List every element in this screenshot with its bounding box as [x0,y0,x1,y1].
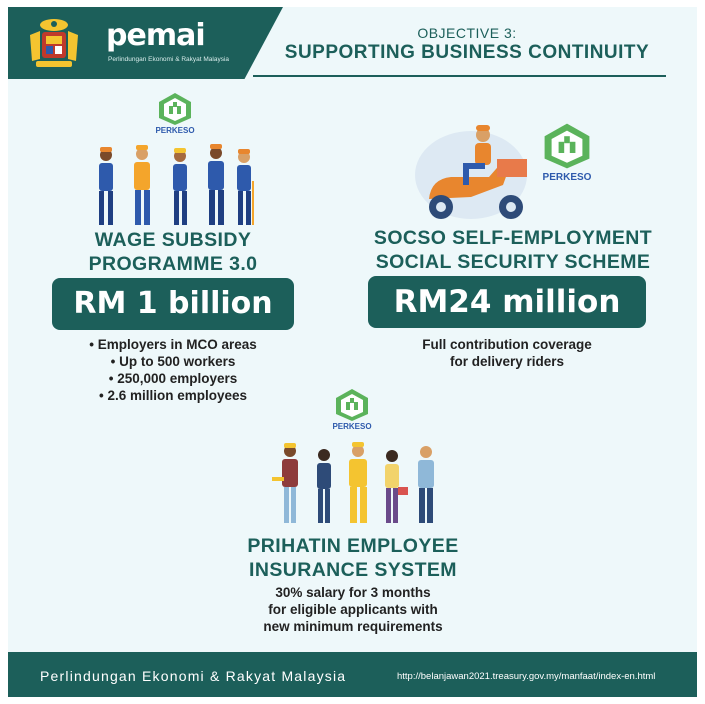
worker-icon [99,147,113,225]
prihatin-desc-line3: new minimum requirements [263,619,443,634]
wage-subsidy-title-line1: WAGE SUBSIDY [94,229,252,251]
prihatin-title-line2: INSURANCE SYSTEM [249,559,457,581]
employees-illustration [272,439,444,529]
perkeso-emblem-icon [155,91,195,127]
prihatin-description [203,584,503,635]
wage-subsidy-title-line2: PROGRAMME 3.0 [88,253,258,275]
objective-label: OBJECTIVE 3: [417,25,517,41]
socso-desc-line1: Full contribution coverage [422,337,592,352]
pemai-tagline: Perlindungan Ekonomi & Rakyat Malaysia [108,56,230,63]
perkeso-label: PERKESO [332,422,372,431]
delivery-rider-illustration [411,119,541,223]
perkeso-logo-3 [332,387,372,431]
socso-title-line2: SOCIAL SECURITY SCHEME [375,251,651,273]
wage-subsidy-title [48,228,298,276]
pemai-logo: pemai [106,18,205,53]
wage-subsidy-amount: RM 1 billion [52,278,294,330]
socso-title [343,226,683,274]
socso-amount: RM24 million [368,276,646,328]
socso-description [368,336,646,370]
list-item: • Employers in MCO areas [89,337,257,352]
page-title: SUPPORTING BUSINESS CONTINUITY [284,42,650,63]
footer-url-link[interactable]: http://belanjawan2021.treasury.gov.my/manfaat/index-en.html [397,671,656,682]
perkeso-label: PERKESO [155,126,195,135]
perkeso-logo-1 [155,91,195,135]
prihatin-title [203,534,503,582]
perkeso-emblem-icon [539,120,595,172]
perkeso-logo-2 [539,120,595,183]
malaysia-crest-icon [22,15,86,71]
list-item: • 2.6 million employees [98,388,248,403]
prihatin-desc-line2: for eligible applicants with [268,602,438,617]
wage-subsidy-bullets [53,336,293,404]
list-item: • 250,000 employers [108,371,238,386]
infographic [8,7,697,697]
workers-illustration [94,141,254,229]
socso-desc-line2: for delivery riders [449,354,565,369]
prihatin-title-line1: PRIHATIN EMPLOYEE [247,535,459,557]
footer [8,652,697,697]
footer-title: Perlindungan Ekonomi & Rakyat Malaysia [40,668,347,684]
title-divider [253,75,666,77]
perkeso-label: PERKESO [542,172,592,183]
socso-title-line1: SOCSO SELF-EMPLOYMENT [373,227,653,249]
perkeso-emblem-icon [332,387,372,423]
list-item: • Up to 500 workers [110,354,236,369]
prihatin-desc-line1: 30% salary for 3 months [275,585,431,600]
